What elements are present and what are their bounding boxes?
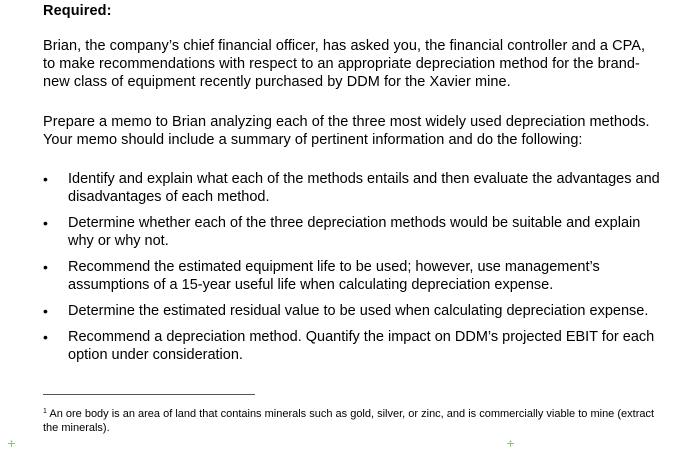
requirements-list	[43, 170, 663, 372]
intro-paragraph: Brian, the company’s chief financial officer, has asked you, the financial controller and a CPA, to make recommendations with respect to an appropriate depreciation method for the brand-new class of equipment recently purchased by DDM for the Xavier mine.	[43, 38, 646, 90]
list-item	[43, 170, 663, 206]
footnote-marker: 1	[43, 408, 47, 415]
bullet-icon: •	[43, 171, 48, 187]
list-item-text: Recommend a depreciation method. Quantify the impact on DDM’s projected EBIT for each option under consideration.	[68, 329, 655, 363]
list-item-text: Determine the estimated residual value to be used when calculating depreciation expense.	[68, 303, 649, 319]
required-heading: Required:	[43, 3, 112, 19]
page-marker-icon	[506, 440, 515, 447]
list-item	[43, 328, 663, 364]
footnote	[43, 405, 663, 435]
list-item-text: Determine whether each of the three depreciation methods would be suitable and explain why or why not.	[68, 215, 641, 249]
bullet-icon: •	[43, 259, 48, 275]
list-item-text: Recommend the estimated equipment life to be used; however, use management’s assumptions of a 15-year useful life when calculating depreciation expense.	[68, 259, 600, 293]
footnote-text: An ore body is an area of land that contains minerals such as gold, silver, or zinc, and is commercially viable to mine (extract the minerals).	[43, 408, 655, 434]
bullet-icon: •	[43, 303, 48, 319]
list-item	[43, 258, 663, 294]
page-marker-icon	[7, 440, 16, 447]
bullet-icon: •	[43, 215, 48, 231]
bullet-icon: •	[43, 329, 48, 345]
list-item-text: Identify and explain what each of the methods entails and then evaluate the advantages and disadvantages of each method.	[68, 171, 660, 205]
list-item	[43, 302, 663, 320]
instructions-paragraph: Prepare a memo to Brian analyzing each of the three most widely used depreciation methods. Your memo should include a summary of pertinent information and do the following:	[43, 114, 650, 148]
list-item	[43, 214, 663, 250]
footnote-divider	[43, 394, 255, 395]
